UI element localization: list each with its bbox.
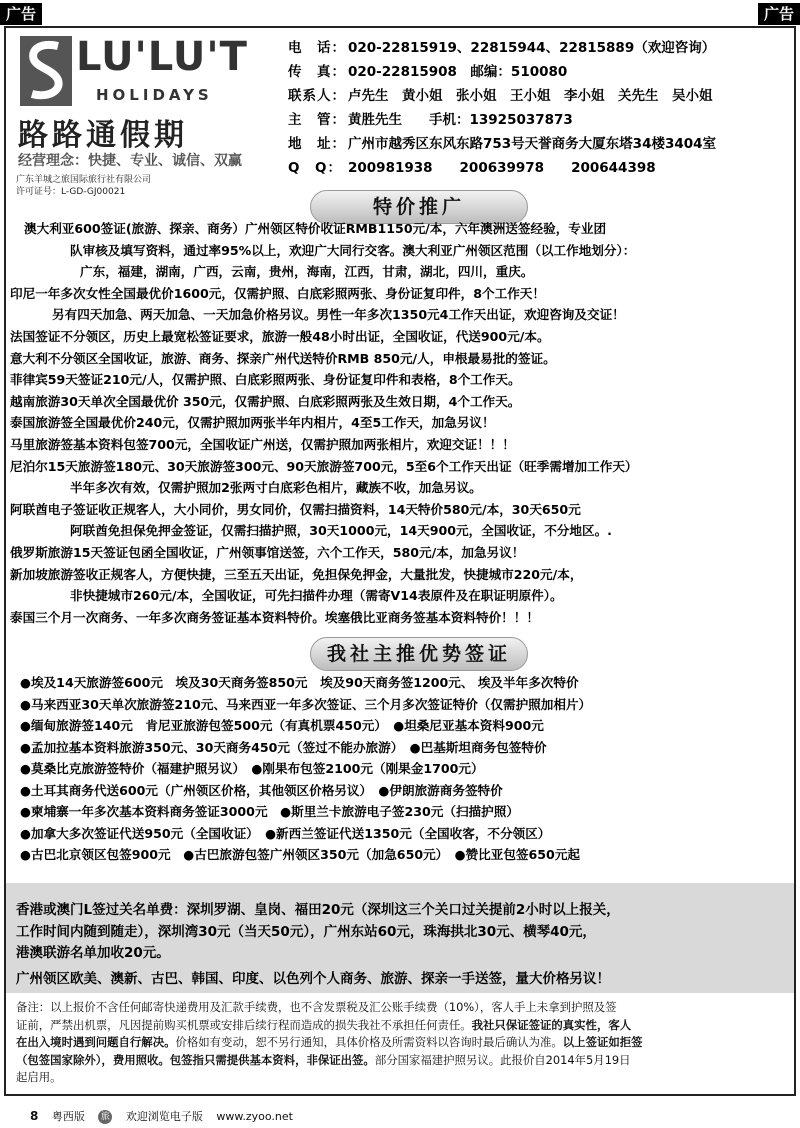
special-line [10, 477, 795, 499]
special-line [10, 369, 795, 391]
country-name: 越南 [10, 393, 36, 409]
advantage-line: ●埃及14天旅游签600元 埃及30天商务签850元 埃及90天商务签1200元、 埃及半年多次特价 [20, 675, 579, 690]
special-text: 旅游30天单次全国最优价 350元，仅需护照、白底彩照两张及生效日期，4个工作天。 [35, 393, 521, 409]
contact-value: 黄胜先生 手机：13925037873 [348, 112, 573, 128]
special-line [10, 218, 795, 240]
note-segment: 我社只保证签证的真实性，客人 [471, 1017, 632, 1032]
note-segment: 起启用。 [16, 1070, 62, 1084]
license-number: 许可证号：L-GD-GJ00021 [16, 187, 126, 197]
contact-value: 200981938 200639978 200644398 [348, 160, 656, 176]
special-line [10, 520, 795, 542]
country-name: 意大利 [10, 350, 48, 366]
ad-label-left: 广告 [0, 3, 42, 25]
country-name: 阿联酋 [10, 501, 48, 517]
advantage-line: ●孟加拉基本资料旅游350元、30天商务450元（签过不能办旅游） ●巴基斯坦商务包签特价 [20, 739, 547, 755]
country-name: 新加坡 [10, 566, 48, 582]
special-text: 旅游签基本资料包签700元，全国收证广州送，仅需护照加两张相片，欢迎交证！！！ [35, 436, 515, 452]
country-name: 法国 [10, 328, 36, 344]
special-line [10, 261, 795, 283]
special-text: 另有四天加急、两天加急、一天加急价格另议。男性一年多次1350元4工作天出证，欢迎咨询及交证！ [52, 307, 625, 323]
travel-badge-icon: 旅 [98, 1110, 112, 1124]
special-line [10, 348, 795, 370]
special-text: 15天旅游签180元、30天旅游签300元、90天旅游签700元，5至6个工作天出证（旺季需增加工作天） [47, 458, 638, 474]
hk-line: 工作时间内随到随走），深圳湾30元（当天50元），广州东站60元，珠海拱北30元、横琴40元， [16, 923, 596, 940]
contact-label: Q Q： [288, 160, 342, 176]
advantage-line: ●马来西亚30天单次旅游签210元、马来西亚一年多次签证、三个月多次签证特价（仅需护照加相片） [20, 696, 592, 712]
hk-line: 港澳联游名单加收20元。 [16, 945, 170, 961]
company-name: 广东羊城之旅国际旅行社有限公司 [16, 175, 152, 185]
contact-value: 卢先生 黄小姐 张小姐 王小姐 李小姐 关先生 吴小姐 [348, 88, 713, 104]
special-text: 旅游签收正规客人，方便快捷，三至五天出证，免担保免押金，大量批发，快捷城市220元/本， [47, 566, 583, 582]
special-text: 电子签证收正规客人，大小同价，男女同价，仅需扫描资料，14天特价580元/本，30天650元 [47, 501, 581, 517]
contact-value: 广州市越秀区东风东路753号天誉商务大厦东塔34楼3404室 [348, 136, 717, 152]
logo-brand-en: LU'LU'T [76, 34, 248, 80]
special-line [10, 456, 795, 478]
advantage-line: ●缅甸旅游签140元 肯尼亚旅游包签500元（有真机票450元） ●坦桑尼亚基本资料900元 [20, 718, 544, 733]
note-line [16, 1017, 788, 1035]
advantage-line: ●土耳其商务代送600元（广州领区价格，其他领区价格另议） ●伊朗旅游商务签特价 [20, 782, 503, 798]
website-link[interactable]: www.zyoo.net [216, 1110, 293, 1123]
country-name: 泰国 [10, 609, 36, 625]
contact-label: 传 真： [288, 64, 346, 80]
special-text: 旅游15天签证包函全国收证，广州领事馆送签，六个工作天，580元/本，加急另议！ [47, 544, 525, 560]
contact-label: 电 话： [288, 40, 346, 56]
welcome-text: 欢迎浏览电子版 [125, 1110, 203, 1123]
special-text: 队审核及填写资料，通过率95%以上，欢迎广大同行交客。澳大利亚广州领区范围（以工作地划分）： [70, 242, 636, 258]
note-line [16, 999, 788, 1017]
footer [30, 1108, 303, 1124]
ad-label-right: 广告 [758, 3, 800, 25]
advantage-line: ●莫桑比克旅游签特价（福建护照另议） ●刚果布包签2100元（刚果金1700元） [20, 761, 484, 776]
note-line [16, 1069, 788, 1087]
special-text: 旅游签全国最优价240元，仅需护照加两张半年内相片，4至5工作天，加急另议！ [35, 415, 495, 431]
contact-label: 主 管： [288, 112, 346, 128]
contact-label: 联系人： [288, 88, 346, 104]
hk-line: 广州领区欧美、澳新、古巴、韩国、印度、以色列个人商务、旅游、探亲一手送签，量大价格另议！ [16, 970, 610, 987]
contact-row [288, 108, 793, 132]
special-line [10, 326, 795, 348]
hk-macau-text [16, 900, 794, 990]
special-line [10, 585, 795, 607]
hk-line: 香港或澳门L签过关名单费：深圳罗湖、皇岗、福田20元（深圳这三个关口过关提前2小时以上报关， [16, 902, 620, 918]
country-name: 俄罗斯 [10, 544, 48, 560]
special-text: 不分领区全国收证，旅游、商务、探亲广州代送特价RMB 850元/人，申根最易批的签证。 [47, 350, 556, 366]
special-line [10, 542, 795, 564]
special-text: 广东，福建，湖南，广西，云南，贵州，海南，江西，甘肃，湖北，四川，重庆。 [80, 264, 534, 280]
special-text: 三个月一次商务、一年多次商务签证基本资料特价。埃塞俄比亚商务签基本资料特价！！！ [35, 609, 539, 625]
special-text: 非快捷城市260元/本，全国收证，可先扫描件办理（需寄V14表原件及在职证明原件）。 [70, 588, 563, 604]
contact-row [288, 132, 793, 156]
special-line [10, 607, 795, 629]
country-name: 尼泊尔 [10, 458, 48, 474]
special-line [10, 499, 795, 521]
special-offer-list [10, 218, 795, 628]
special-line [10, 564, 795, 586]
section-title-special: 特价推广 [310, 190, 528, 224]
country-name: 马里 [10, 436, 36, 452]
note-segment: 证前，严禁出机票，凡因提前购买机票或安排后续行程而造成的损失我社不承担任何责任。 [16, 1017, 472, 1032]
section-title-advantage: 我社主推优势签证 [310, 637, 528, 671]
contact-block [288, 36, 793, 180]
country-name: 泰国 [10, 415, 36, 431]
special-line [10, 391, 795, 413]
contact-label: 地 址： [288, 136, 346, 152]
note-segment: 在出入境时遇到问题自行解决。 [16, 1035, 176, 1049]
contact-row [288, 60, 793, 84]
note-segment: 备注：以上报价不含任何邮寄快递费用及汇款手续费，也不含发票税及汇公账手续费（10%），客人手上未拿到护照及签 [16, 1000, 617, 1014]
contact-row [288, 36, 793, 60]
logo [14, 34, 276, 169]
advantage-line: ●古巴北京领区包签900元 ●古巴旅游包签广州领区350元（加急650元） ●赞比亚包签650元起 [20, 847, 581, 862]
logo-s-mark-icon [20, 36, 72, 106]
country-name: 澳大利亚 [24, 221, 75, 236]
advantage-line: ●加拿大多次签证代送950元（全国收证） ●新西兰签证代送1350元（全国收客，不分领区） [20, 825, 551, 841]
contact-row [288, 84, 793, 108]
remarks [16, 999, 788, 1087]
special-text: 59天签证210元/人，仅需护照、白底彩照两张、身份证复印件和表格，8个工作天。 [47, 372, 521, 388]
country-name: 菲律宾 [10, 372, 48, 388]
special-text: 签证不分领区，历史上最宽松签证要求，旅游一般48小时出证，全国收证，代送900元/本。 [35, 328, 550, 344]
logo-holidays: HOLIDAYS [96, 86, 213, 104]
note-line [16, 1034, 788, 1052]
note-line [16, 1052, 788, 1070]
country-name: 印尼 [10, 285, 36, 301]
special-line [10, 434, 795, 456]
special-text: 半年多次有效，仅需护照加2张两寸白底彩色相片，藏族不收，加急另议。 [70, 480, 482, 496]
special-text: 一年多次女性全国最优价1600元，仅需护照、白底彩照两张、身份证复印件，8个工作天！ [35, 285, 545, 301]
special-line [10, 304, 795, 326]
note-segment: 价格如有变动，恕不另行通知，具体价格及所需资料以咨询时最后确认为准。 [175, 1035, 563, 1049]
contact-row [288, 156, 793, 180]
special-line [10, 283, 795, 305]
special-line [10, 412, 795, 434]
page-number: 8 [30, 1109, 39, 1123]
company-info [16, 174, 151, 198]
contact-value: 020-22815919、22815944、22815889（欢迎咨询） [348, 40, 716, 56]
contact-value: 020-22815908 邮编：510080 [348, 64, 568, 80]
logo-slogan: 经营理念：快捷、专业、诚信、双赢 [18, 153, 242, 169]
note-segment: 部分国家福建护照另议。此报价自2014年5月19日 [374, 1052, 631, 1067]
special-text: 阿联酋免担保免押金签证，仅需扫描护照，30天1000元，14天900元，全国收证，不分地区。. [70, 523, 612, 539]
advantage-line: ●柬埔寨一年多次基本资料商务签证3000元 ●斯里兰卡旅游电子签230元（扫描护照） [20, 804, 519, 819]
edition-label: 粤西版 [51, 1110, 85, 1123]
special-text: 600签证(旅游、探亲、商务）广州领区特价收证RMB1150元/本，六年澳洲送签经验，专业团 [74, 221, 607, 236]
note-segment: 以上签证如拒签 [562, 1035, 643, 1049]
advantage-visa-list [20, 672, 795, 866]
note-segment: （包签国家除外），费用照收。包签指只需提供基本资料，非保证出签。 [16, 1052, 375, 1067]
logo-brand-cn: 路路通假期 [18, 118, 188, 153]
special-line [10, 240, 795, 262]
